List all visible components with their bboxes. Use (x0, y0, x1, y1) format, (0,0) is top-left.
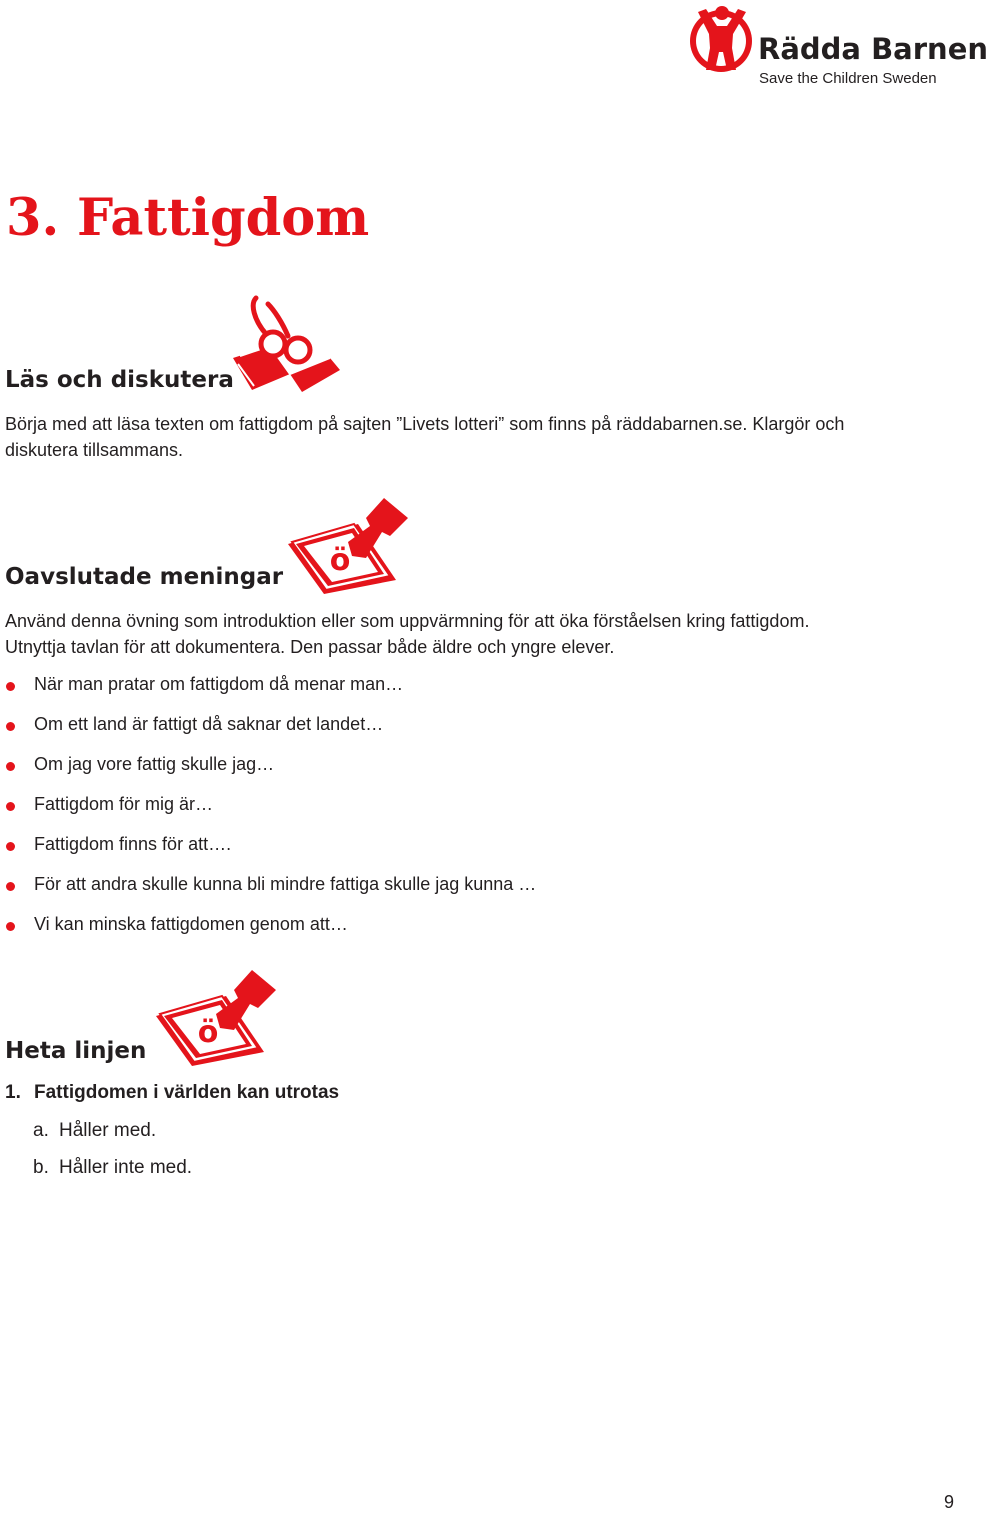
read-discuss-text: Börja med att läsa texten om fattigdom på sajten ”Livets lotteri” som finns på räddabarnen.se. Klargör och diskutera tillsammans. (5, 414, 845, 460)
unfinished-sentences-text: Använd denna övning som introduktion eller som uppvärmning för att öka förståelsen kring fattigdom. Utnyttja tavlan för att dokumentera. Den passar både äldre och yngre elever. (5, 611, 810, 657)
list-item: Fattigdom för mig är… (5, 794, 885, 834)
answer-option: b. Håller inte med. (33, 1157, 193, 1178)
section-heading-read-discuss: Läs och diskutera (5, 367, 234, 393)
bullet-icon (6, 802, 15, 811)
answer-option: a. Håller med. (33, 1120, 157, 1141)
logo (688, 4, 988, 90)
svg-text:ö: ö (329, 543, 351, 578)
answer-options (33, 1120, 192, 1194)
bullet-icon (6, 922, 15, 931)
bullet-icon (6, 682, 15, 691)
reading-glasses-book-icon (230, 294, 342, 400)
question-text: Fattigdomen i världen kan utrotas (34, 1082, 340, 1103)
list-item: När man pratar om fattigdom då menar man… (5, 674, 885, 714)
bullet-icon (6, 762, 15, 771)
bullet-icon (6, 722, 15, 731)
svg-text:ö: ö (197, 1015, 219, 1050)
section-heading-unfinished-sentences: Oavslutade meningar (5, 564, 284, 590)
list-item: Fattigdom finns för att…. (5, 834, 885, 874)
exercise-sheet-arrow-icon (282, 496, 410, 596)
logo-subtitle: Save the Children Sweden (759, 70, 937, 87)
save-the-children-emblem-icon (688, 4, 756, 74)
list-item: Vi kan minska fattigdomen genom att… (5, 914, 885, 954)
page-number: 9 (944, 1492, 955, 1512)
sentence-starter-list (5, 674, 885, 954)
chapter-title: 3. Fattigdom (6, 188, 370, 248)
question-number: 1. (5, 1082, 21, 1103)
list-item: Om ett land är fattigt då saknar det landet… (5, 714, 885, 754)
question-title (5, 1082, 339, 1104)
logo-name: Rädda Barnen (758, 32, 988, 66)
list-item: Om jag vore fattig skulle jag… (5, 754, 885, 794)
bullet-icon (6, 842, 15, 851)
list-item: För att andra skulle kunna bli mindre fattiga skulle jag kunna … (5, 874, 885, 914)
bullet-icon (6, 882, 15, 891)
exercise-sheet-arrow-icon (150, 968, 278, 1068)
section-heading-hot-line: Heta linjen (5, 1038, 147, 1064)
